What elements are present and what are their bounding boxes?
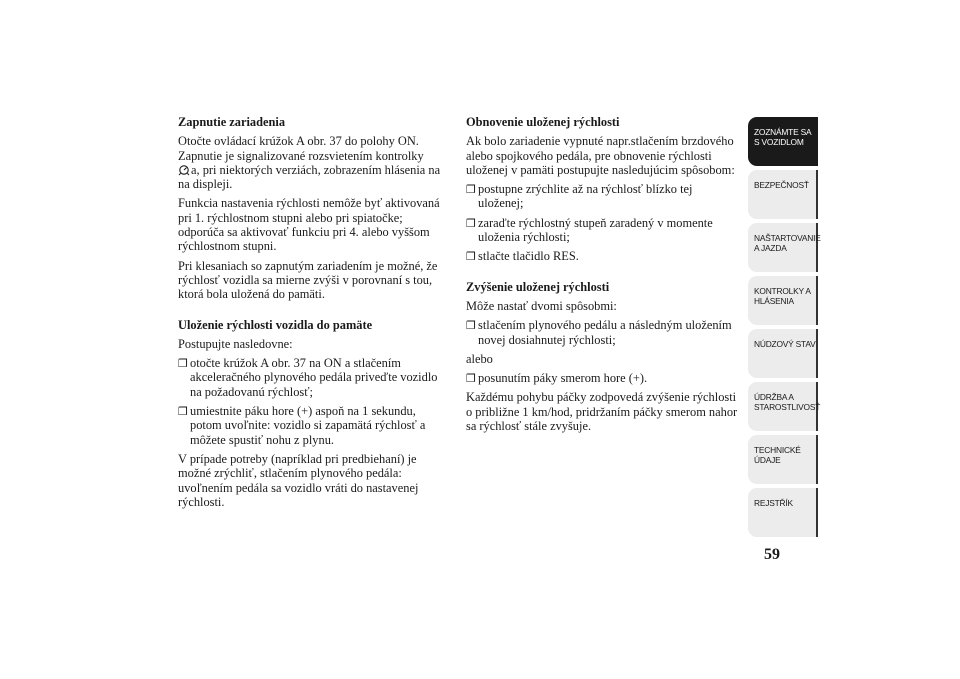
list-item (466, 216, 740, 245)
nav-tab-label: ZOZNÁMTE SA S VOZIDLOM (754, 127, 811, 147)
paragraph: Každému pohybu páčky zodpovedá zvýšenie rýchlosti o približne 1 km/hod, pridržaním páčky smerom nahor sa rýchlosť stále zvyšuje. (466, 390, 738, 434)
text: umiestnite páku hore (+) aspoň na 1 sekundu, potom uvoľnite: vozidlo si zapamätá rýchlosť a môžete spustiť nohu z plynu. (190, 404, 426, 447)
section-title-increase: Zvýšenie uloženej rýchlosti (466, 279, 610, 294)
nav-tab-getting-to-know[interactable] (748, 117, 818, 166)
text: a, pri niektorých verziách, zobrazením hlásenia na na displeji. (178, 162, 441, 192)
checkbox-bullet-icon: ❒ (466, 216, 476, 230)
nav-tab-maintenance[interactable] (748, 382, 821, 431)
nav-tab-label: ÚDRŽBA A STAROSTLIVOSŤ (754, 392, 821, 412)
section-title-activation: Zapnutie zariadenia (178, 115, 286, 129)
nav-tab-starting-driving[interactable] (748, 223, 821, 272)
paragraph: Môže nastať dvomi spôsobmi: (466, 298, 617, 313)
text: posunutím páky smerom hore (+). (478, 371, 648, 386)
text: zaraďte rýchlostný stupeň zaradený v momente uloženia rýchlosti; (478, 215, 713, 245)
list-item (466, 249, 740, 263)
nav-tab-label: TECHNICKÉ ÚDAJE (754, 445, 801, 465)
list-item (466, 371, 740, 385)
nav-tab-label: REJSTŘÍK (754, 498, 793, 508)
checkbox-bullet-icon: ❒ (466, 250, 476, 264)
right-column (466, 115, 740, 438)
text: stlačte tlačidlo RES. (478, 249, 579, 264)
text: stlačením plynového pedálu a následným uložením novej dosiahnutej rýchlosti; (478, 318, 732, 347)
paragraph: alebo (466, 351, 493, 366)
nav-tab-emergency[interactable] (748, 329, 818, 378)
checkbox-bullet-icon: ❒ (466, 183, 476, 197)
section-title-resume: Obnovenie uloženej rýchlosti (466, 115, 620, 129)
chapter-nav (748, 117, 821, 541)
text: Otočte ovládací krúžok A obr. 37 do polohy ON. Zapnutie je signalizované rozsvietením kontrolky (178, 134, 424, 163)
checkbox-bullet-icon: ❒ (178, 405, 188, 419)
paragraph: V prípade potreby (napríklad pri predbiehaní) je možné zrýchliť, stlačením plynového pedála: uvoľnením pedála sa vozidlo vráti do nastavenej rýchlosti. (178, 451, 419, 509)
checkbox-bullet-icon: ❒ (178, 357, 188, 371)
nav-tab-label: NAŠTARTOVANIE A JAZDA (754, 233, 821, 253)
paragraph: Pri klesaniach so zapnutým zariadením je možné, že rýchlosť vozidla sa mierne zvýši v porovnaní s tou, ktorá bola uložená do pamäti. (178, 258, 438, 302)
checkbox-bullet-icon: ❒ (466, 372, 476, 386)
list-item (466, 182, 740, 211)
nav-tab-label: BEZPEČNOSŤ (754, 180, 809, 190)
paragraph (178, 134, 450, 191)
page-number: 59 (764, 546, 780, 563)
list-item (178, 404, 450, 447)
text: postupne zrýchlite až na rýchlosť blízko tej uloženej; (478, 182, 693, 211)
text: otočte krúžok A obr. 37 na ON a stlačením akceleračného plynového pedála priveďte vozidlo na požadovanú rýchlosť; (190, 356, 438, 399)
nav-tab-warning-lights[interactable] (748, 276, 818, 325)
list-item (466, 318, 740, 347)
nav-tab-technical-data[interactable] (748, 435, 818, 484)
paragraph: Funkcia nastavenia rýchlosti nemôže byť aktivovaná pri 1. rýchlostnom stupni alebo pri spiatočke; odporúča sa aktivovať funkciu pri 4. alebo vyššom rýchlostnom stupni. (178, 196, 440, 254)
checkbox-bullet-icon: ❒ (466, 319, 476, 333)
nav-tab-label: NÚDZOVÝ STAV (754, 339, 816, 349)
nav-tab-safety[interactable] (748, 170, 818, 219)
list-item (178, 356, 450, 399)
cruise-control-indicator-icon (178, 164, 190, 176)
section-title-memory: Uloženie rýchlosti vozidla do pamäte (178, 317, 373, 332)
paragraph: Postupujte nasledovne: (178, 336, 293, 351)
nav-tab-index[interactable] (748, 488, 818, 537)
paragraph: Ak bolo zariadenie vypnuté napr.stlačením brzdového alebo spojkového pedála, pre obnovenie rýchlosti uloženej v pamäti postupujte nasledujúcim spôsobom: (466, 134, 735, 177)
left-column (178, 115, 450, 514)
nav-tab-label: KONTROLKY A HLÁSENIA (754, 286, 811, 306)
